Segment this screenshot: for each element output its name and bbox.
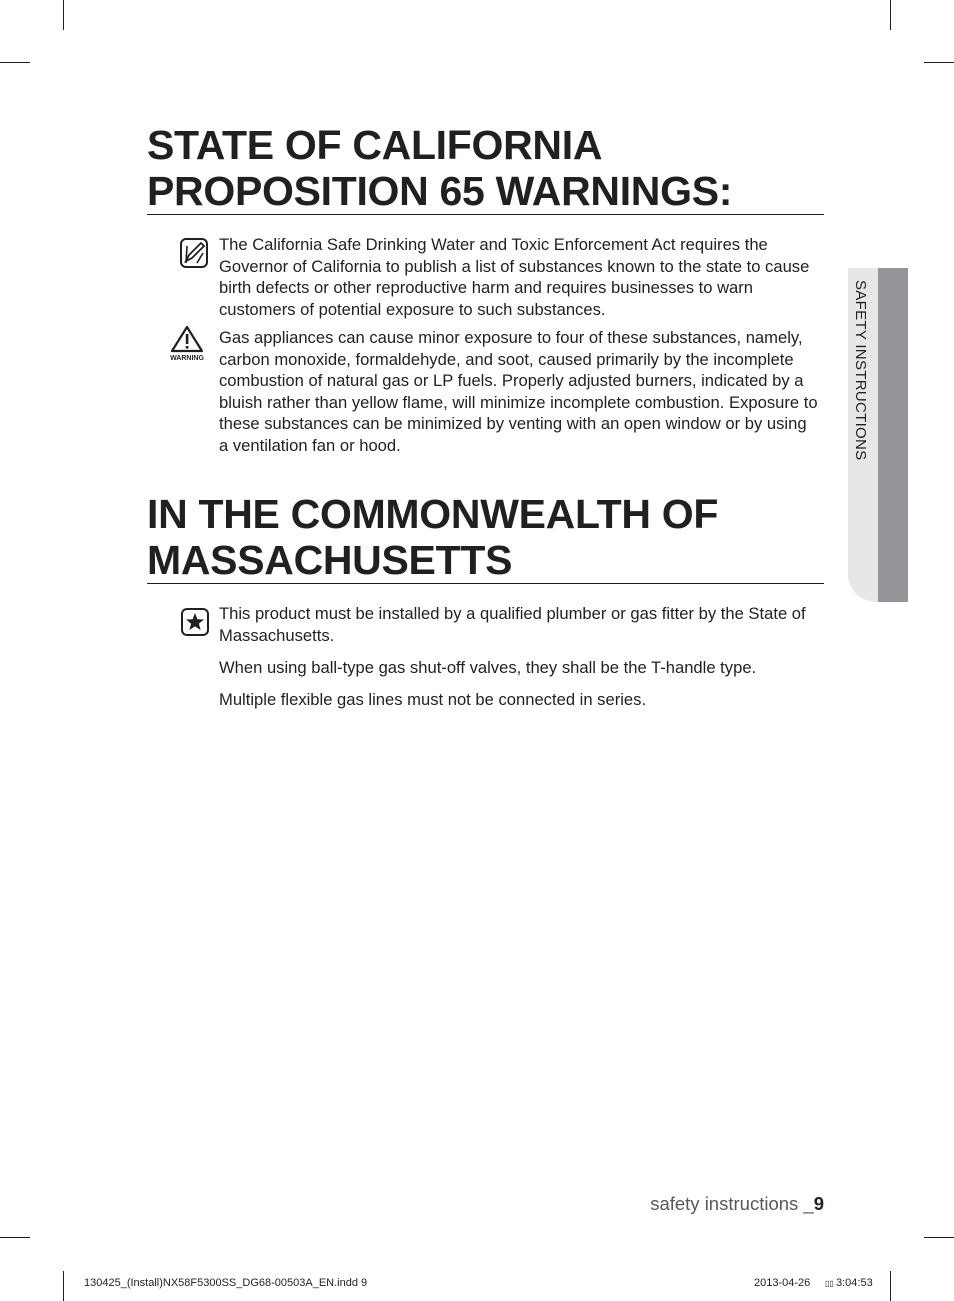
slug-time: 3:04:53: [836, 1277, 873, 1289]
page-number: 9: [813, 1193, 824, 1214]
paragraph: Gas appliances can cause minor exposure to four of these substances, namely, carbon monoxide, formaldehyde, and soot, caused primarily by the incomplete combustion of natural gas or LP fuels. Properly adjusted burners, indicated by a bluish rather than yellow flame, will minimize incomplete combustion. Exposure to these substances can be minimized by venting with an open window or by using a ventilation fan or hood.: [219, 328, 818, 455]
paragraph: The California Safe Drinking Water and Toxic Enforcement Act requires the Governor of California to publish a list of substances known to the state to cause birth defects or other reproductive harm and requires businesses to warn customers of potential exposure to such substances.: [219, 235, 810, 319]
crop-mark: [924, 1237, 954, 1238]
heading-line: IN THE COMMONWEALTH OF: [147, 491, 719, 537]
star-icon: [180, 607, 210, 637]
page-footer: [650, 1193, 824, 1215]
slug-file: 130425_(Install)NX58F5300SS_DG68-00503A_EN.indd 9: [84, 1277, 368, 1289]
side-tab-label: SAFETY INSTRUCTIONS: [852, 280, 869, 461]
crop-mark: [890, 0, 891, 30]
section-heading-massachusetts: [147, 491, 824, 584]
slug-marker: ▯▯: [825, 1279, 834, 1288]
crop-mark: [890, 1271, 891, 1301]
warning-icon: [170, 325, 204, 353]
note-icon: [179, 237, 209, 269]
heading-line: STATE OF CALIFORNIA: [147, 122, 603, 168]
crop-mark: [0, 1237, 30, 1238]
crop-mark: [63, 1271, 64, 1301]
slug-date: 2013-04-26: [754, 1277, 811, 1289]
paragraph: When using ball-type gas shut-off valves, they shall be the T-handle type.: [219, 658, 757, 677]
crop-mark: [924, 62, 954, 63]
crop-mark: [63, 0, 64, 30]
heading-line: PROPOSITION 65 WARNINGS:: [147, 168, 733, 214]
paragraph: This product must be installed by a qualified plumber or gas fitter by the State of Massachusetts.: [219, 604, 806, 645]
crop-mark: [0, 62, 30, 63]
paragraph: Multiple flexible gas lines must not be connected in series.: [219, 690, 647, 709]
side-tab-dark: [878, 268, 908, 602]
heading-line: MASSACHUSETTS: [147, 537, 513, 583]
section-heading-california: [147, 122, 824, 215]
warning-label: WARNING: [170, 355, 204, 362]
side-tab: [848, 268, 908, 602]
footer-label: safety instructions _: [650, 1193, 814, 1214]
